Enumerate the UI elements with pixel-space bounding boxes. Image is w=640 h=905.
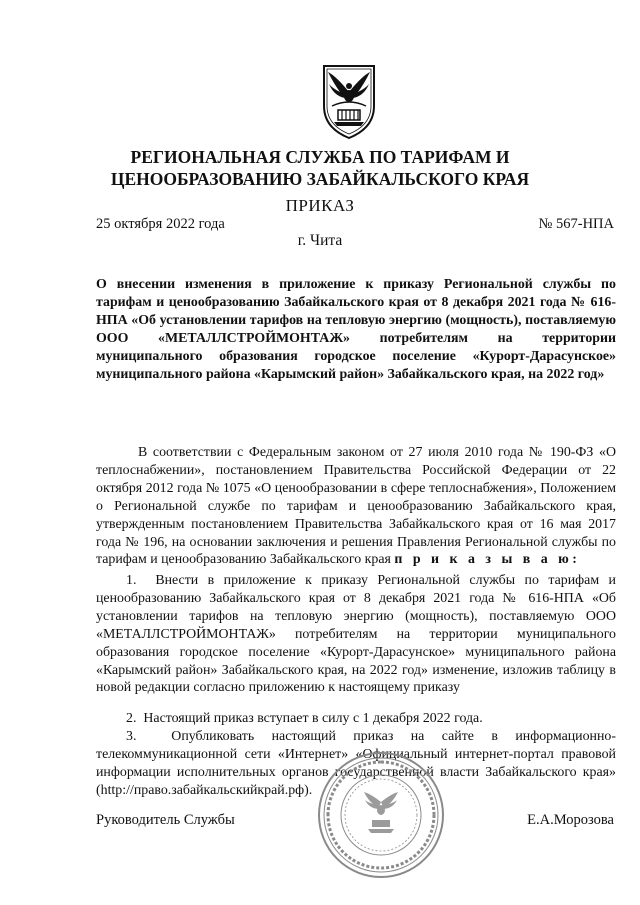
order-subject: О внесении изменения в приложение к приказу Региональной службы по тарифам и ценообразованию Забайкальского края от 8 декабря 2021 года № 616-НПА «Об установлении тарифов на тепловую энергию (мощность), поставляемую ООО «МЕТАЛЛСТРОЙМОНТАЖ» потребителям на территории муниципального образования городское поселение «Курорт-Дарасунское» муниципального района «Карымский район» Забайкальского края, на 2022 год» [96, 277, 616, 382]
item-number: 3. [126, 729, 137, 744]
signatory-name: Е.А.Морозова [527, 812, 614, 828]
signatory-position: Руководитель Службы [96, 812, 235, 828]
document-type: ПРИКАЗ [285, 196, 355, 215]
item-text: Опубликовать настоящий приказ на сайте в информационно-телекоммуникационной сети «Интернет» «Официальный интернет-портал правовой информации исполнительных органов государственной власти Забайкальского края» (http://право.забайкальскийкрай.рф). [96, 729, 616, 798]
org-title-line-1: РЕГИОНАЛЬНАЯ СЛУЖБА ПО ТАРИФАМ И [130, 147, 510, 167]
order-date: 25 октября 2022 года [96, 216, 225, 232]
order-city: г. Чита [297, 232, 343, 249]
order-item-1 [96, 572, 616, 697]
org-title-line-2: ЦЕНООБРАЗОВАНИЮ ЗАБАЙКАЛЬСКОГО КРАЯ [110, 169, 530, 189]
preamble-paragraph [96, 444, 616, 569]
order-item-2 [96, 710, 616, 728]
item-text: Настоящий приказ вступает в силу с 1 декабря 2022 года. [143, 711, 483, 726]
item-text: Внести в приложение к приказу Региональной службы по тарифам и ценообразованию Забайкальского края от 8 декабря 2021 года № 616-НПА «Об установлении тарифов на тепловую энергию (мощность), поставляемую ООО «МЕТАЛЛСТРОЙМОНТАЖ» потребителям на территории муниципального образования городское поселение «Курорт-Дарасунское» муниципального района «Карымский район» Забайкальского края, на 2022 год» изменение, изложив таблицу в новой редакции согласно приложению к настоящему приказу [96, 573, 616, 696]
organization-title [60, 146, 580, 190]
preamble-text: В соответствии с Федеральным законом от 27 июля 2010 года № 190-ФЗ «О теплоснабжении», постановлением Правительства Российской Федерации от 22 октября 2012 года № 1075 «О ценообразовании в сфере теплоснабжения», Положением о Региональной службе по тарифам и ценообразованию Забайкальского края, утвержденным постановлением Правительства Забайкальского края от 16 мая 2017 года № 196, на основании заключения и решения Правления Региональной службы по тарифам и ценообразованию Забайкальского края [96, 445, 616, 568]
item-number: 2. [126, 711, 137, 726]
decree-word: п р и к а з ы в а ю: [394, 552, 581, 568]
item-number: 1. [126, 573, 137, 588]
official-seal-icon [316, 750, 446, 880]
order-number: № 567-НПА [538, 216, 614, 232]
coat-of-arms-icon [318, 62, 380, 142]
